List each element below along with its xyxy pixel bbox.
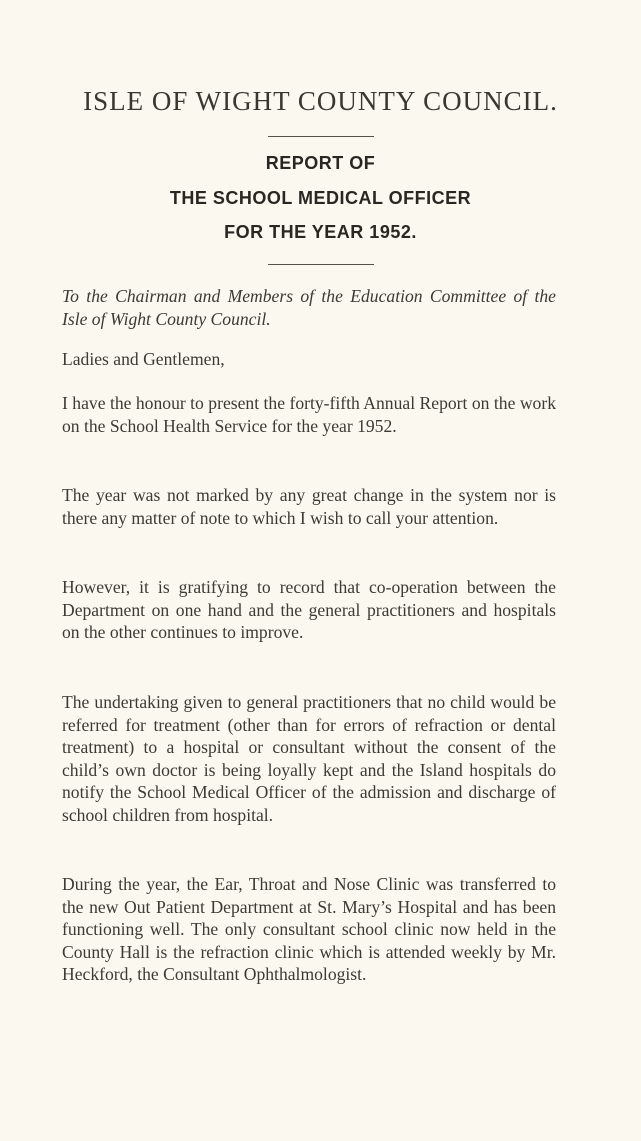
report-heading-line-3: FOR THE YEAR 1952. [224, 222, 417, 242]
divider-rule-bottom [268, 264, 374, 265]
salutation: Ladies and Gentlemen, [62, 349, 225, 369]
council-title: ISLE OF WIGHT COUNTY COUNCIL. [83, 86, 558, 116]
paragraph-2: The year was not marked by any great change in the system nor is there any matter of note to which I wish to call your attention. [62, 485, 556, 528]
paragraph-1: I have the honour to present the forty-fifth Annual Report on the work on the School Health Service for the year 1952. [62, 393, 556, 436]
report-heading-line-1: REPORT OF [265, 153, 376, 173]
divider-rule-top [268, 136, 374, 137]
paragraph-3: However, it is gratifying to record that co-operation between the Department on one hand and the general practitioners and hospitals on the other continues to improve. [62, 577, 556, 643]
paragraph-4: The undertaking given to general practitioners that no child would be referred for treatment (other than for errors of refraction or dental treatment) to a hospital or consultant without the consent of the child’s own doctor is being loyally kept and the Island hospitals do notify the School Medical Officer of the admission and discharge of school children from hospital. [62, 692, 556, 825]
paragraph-5: During the year, the Ear, Throat and Nose Clinic was transferred to the new Out Patient Department at St. Mary’s Hospital and has been functioning well. The only consultant school clinic now held in the County Hall is the refraction clinic which is attended weekly by Mr. Heckford, the Consultant Ophthalmologist. [62, 874, 556, 985]
addressee: To the Chairman and Members of the Education Committee of the Isle of Wight County Council. [62, 286, 556, 329]
report-heading-line-2: THE SCHOOL MEDICAL OFFICER [169, 188, 472, 208]
